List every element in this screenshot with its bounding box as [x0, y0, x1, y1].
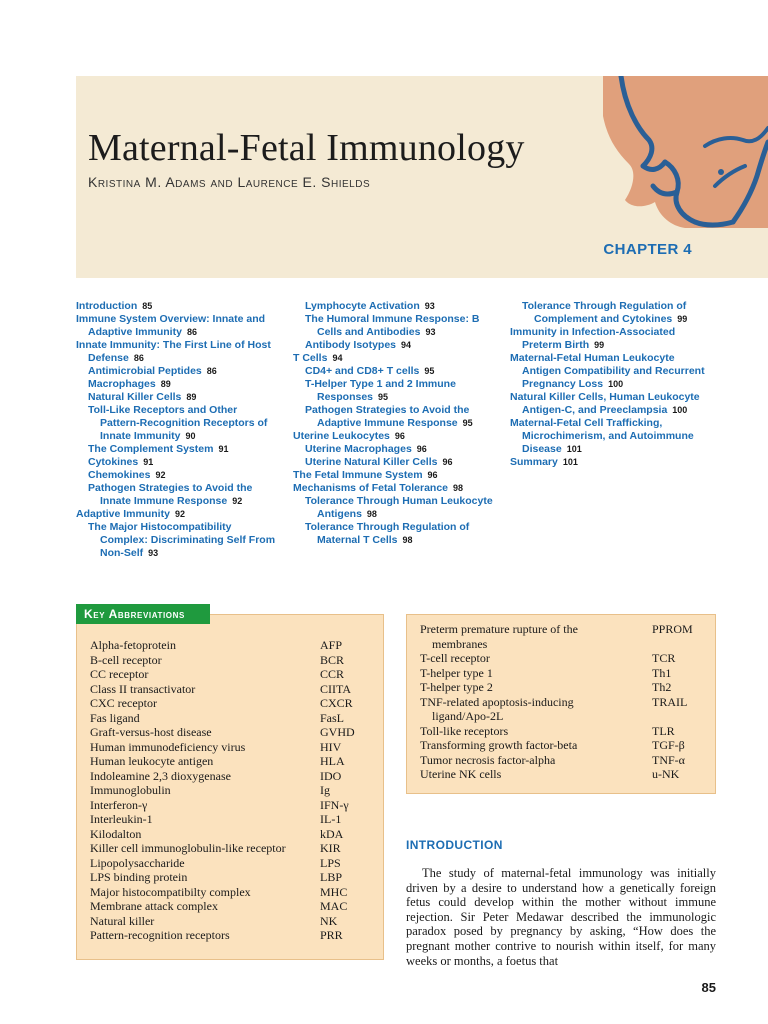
abbreviation-row: [420, 767, 710, 782]
toc-entry-page: 95: [462, 418, 473, 428]
abbreviation-code: IDO: [320, 768, 342, 783]
toc-entry: [293, 430, 493, 443]
toc-entry-page: 92: [232, 496, 243, 506]
abbreviation-term: Class II transactivator: [90, 681, 196, 696]
introduction-heading: INTRODUCTION: [406, 838, 503, 852]
toc-entry-title: Innate Immunity: The First Line of Host Defense: [76, 339, 271, 364]
abbreviation-row: [420, 651, 710, 666]
abbreviation-code: MHC: [320, 884, 348, 899]
abbreviation-term: Alpha-fetoprotein: [90, 638, 176, 652]
abbreviation-code: KIR: [320, 841, 341, 855]
toc-entry-title: Natural Killer Cells: [88, 391, 182, 403]
toc-entry: [88, 378, 276, 391]
toc-entry-title: Lymphocyte Activation: [305, 300, 420, 312]
toc-entry-page: 96: [394, 431, 405, 441]
toc-entry: [305, 339, 493, 352]
toc-entry-title: CD4+ and CD8+ T cells: [305, 365, 420, 377]
abbreviation-code: Ig: [320, 783, 330, 797]
abbreviation-row: [420, 666, 710, 681]
toc-entry-page: 95: [378, 392, 389, 402]
toc-entry: [510, 456, 710, 469]
abbreviation-row: [90, 711, 370, 726]
toc-entry-title: Immunity in Infection-Associated Preterm Birth: [510, 326, 676, 351]
toc-entry-title: Pathogen Strategies to Avoid the Adaptive Immune Response: [305, 404, 470, 429]
abbreviation-term: Kilodalton: [90, 826, 142, 841]
abbreviation-code: CXCR: [320, 696, 353, 710]
abbreviation-row: [90, 899, 370, 914]
abbreviation-term: T-helper type 1: [420, 665, 493, 680]
abbreviation-term: Pattern-recognition receptors: [90, 928, 230, 942]
abbreviation-term: Human immunodeficiency virus: [90, 739, 246, 754]
toc-entry-page: 89: [186, 392, 197, 402]
abbreviation-code: GVHD: [320, 725, 355, 739]
abbreviation-code: LPS: [320, 855, 341, 870]
abbreviation-row: [90, 827, 370, 842]
abbreviation-code: IL-1: [320, 812, 342, 826]
toc-entry-page: 91: [218, 444, 229, 454]
toc-entry: [88, 391, 276, 404]
abbreviations-list-left: [90, 638, 370, 943]
abbreviation-code: HIV: [320, 739, 342, 754]
toc-entry: [305, 443, 493, 456]
chapter-number: CHAPTER 4: [603, 241, 692, 258]
toc-entry-page: 98: [366, 509, 377, 519]
toc-entry-page: 96: [427, 470, 438, 480]
toc-entry: [522, 300, 710, 326]
abbreviation-row: [90, 914, 370, 929]
abbreviations-list-right: [420, 622, 710, 782]
toc-entry-title: Antimicrobial Peptides: [88, 365, 202, 377]
toc-entry-page: 92: [174, 509, 185, 519]
toc-entry-title: Tolerance Through Regulation of Complement and Cytokines: [522, 300, 687, 325]
abbreviation-code: u-NK: [652, 767, 680, 781]
abbreviation-term: Interferon-γ: [90, 797, 148, 812]
abbreviation-row: [90, 928, 370, 943]
page-number: 85: [701, 980, 716, 995]
toc-entry: [88, 404, 276, 443]
toc-entry: [76, 313, 276, 339]
toc-entry: [305, 300, 493, 313]
toc-entry: [305, 521, 493, 547]
toc-entry-title: The Humoral Immune Response: B Cells and Antibodies: [305, 313, 480, 338]
abbreviation-term: TNF-related apoptosis-inducing ligand/Apo-2L: [420, 694, 574, 723]
abbreviation-row: [90, 725, 370, 740]
abbreviation-term: Natural killer: [90, 913, 155, 928]
abbreviation-term: LPS binding protein: [90, 870, 188, 884]
abbreviation-code: AFP: [320, 638, 343, 652]
toc-entry-page: 99: [594, 340, 605, 350]
toc-entry: [88, 482, 276, 508]
abbreviation-row: [90, 798, 370, 813]
abbreviation-term: Uterine NK cells: [420, 767, 502, 781]
abbreviation-term: T-helper type 2: [420, 680, 493, 694]
toc-entry: [305, 495, 493, 521]
toc-entry-page: 89: [160, 379, 171, 389]
toc-entry: [76, 339, 276, 365]
key-abbreviations-title: Key Abbreviations: [76, 604, 210, 624]
abbreviation-code: kDA: [320, 826, 344, 841]
toc-entry-title: Cytokines: [88, 456, 139, 468]
abbreviation-row: [90, 841, 370, 856]
abbreviation-term: Transforming growth factor-beta: [420, 738, 578, 752]
toc-entry-page: 93: [148, 548, 159, 558]
toc-entry-page: 86: [186, 327, 197, 337]
abbreviation-row: [90, 667, 370, 682]
toc-entry-title: The Major Histocompatibility Complex: Discriminating Self From Non-Self: [88, 521, 276, 559]
abbreviation-term: Fas ligand: [90, 710, 140, 725]
toc-entry-page: 86: [206, 366, 217, 376]
abbreviation-code: BCR: [320, 652, 345, 667]
toc-entry-title: Adaptive Immunity: [76, 508, 170, 520]
abbreviation-code: Th1: [652, 665, 672, 680]
abbreviation-term: Interleukin-1: [90, 812, 153, 826]
toc-entry-page: 99: [677, 314, 688, 324]
toc-entry: [293, 482, 493, 495]
mother-child-illustration: [585, 76, 768, 228]
toc-entry-title: Uterine Macrophages: [305, 443, 412, 455]
toc-entry-page: 85: [142, 301, 153, 311]
abbreviation-code: PPROM: [652, 622, 693, 636]
abbreviation-code: TRAIL: [652, 694, 688, 709]
toc-entry: [305, 404, 493, 430]
toc-entry-page: 100: [672, 405, 688, 415]
abbreviation-row: [90, 856, 370, 871]
toc-entry: [510, 417, 710, 456]
abbreviation-row: [420, 753, 710, 768]
toc-entry-page: 101: [562, 457, 578, 467]
toc-entry: [305, 365, 493, 378]
toc-entry-page: 100: [608, 379, 624, 389]
abbreviation-row: [420, 680, 710, 695]
toc-entry-title: Maternal-Fetal Cell Trafficking, Microchimerism, and Autoimmune Disease: [510, 417, 694, 455]
abbreviation-code: TCR: [652, 651, 676, 665]
abbreviation-row: [90, 653, 370, 668]
abbreviation-code: TNF-α: [652, 752, 685, 767]
toc-entry-page: 92: [155, 470, 166, 480]
toc-entry-page: 86: [133, 353, 144, 363]
abbreviation-code: MAC: [320, 899, 348, 913]
abbreviation-row: [420, 738, 710, 753]
toc-entry: [510, 326, 710, 352]
abbreviation-term: Preterm premature rupture of the membranes: [420, 622, 578, 651]
abbreviation-term: CC receptor: [90, 667, 149, 681]
toc-entry-title: Introduction: [76, 300, 138, 312]
abbreviation-term: Killer cell immunoglobulin-like receptor: [90, 841, 286, 855]
abbreviation-row: [420, 622, 710, 651]
toc-entry-title: Mechanisms of Fetal Tolerance: [293, 482, 449, 494]
abbreviation-code: Th2: [652, 680, 672, 694]
abbreviation-code: PRR: [320, 928, 343, 942]
toc-entry-title: Tolerance Through Human Leukocyte Antigens: [305, 495, 493, 520]
toc-entry-page: 94: [332, 353, 343, 363]
abbreviation-code: TGF-β: [652, 738, 685, 752]
toc-entry: [510, 391, 710, 417]
abbreviation-term: Indoleamine 2,3 dioxygenase: [90, 768, 231, 783]
toc-entry: [305, 456, 493, 469]
abbreviation-term: Membrane attack complex: [90, 899, 218, 913]
abbreviation-code: TLR: [652, 723, 675, 738]
toc-entry: [76, 300, 276, 313]
toc-entry: [88, 469, 276, 482]
toc-entry: [293, 469, 493, 482]
abbreviation-term: T-cell receptor: [420, 651, 490, 665]
toc-entry-page: 94: [401, 340, 412, 350]
toc-entry-title: Pathogen Strategies to Avoid the Innate Immune Response: [88, 482, 253, 507]
toc-entry-title: The Complement System: [88, 443, 214, 455]
toc-entry-title: Tolerance Through Regulation of Maternal T Cells: [305, 521, 470, 546]
toc-entry-title: Uterine Leukocytes: [293, 430, 390, 442]
abbreviation-term: Lipopolysaccharide: [90, 855, 185, 870]
toc-entry-page: 95: [424, 366, 435, 376]
abbreviation-row: [90, 885, 370, 900]
toc-entry: [88, 365, 276, 378]
toc-entry: [88, 456, 276, 469]
toc-entry-page: 98: [453, 483, 464, 493]
toc-entry-title: Immune System Overview: Innate and Adaptive Immunity: [76, 313, 266, 338]
toc-entry-page: 98: [402, 535, 413, 545]
abbreviation-term: Toll-like receptors: [420, 723, 509, 738]
abbreviation-row: [420, 695, 710, 724]
toc-entry-page: 90: [185, 431, 196, 441]
abbreviation-code: FasL: [320, 710, 344, 725]
introduction-paragraph: The study of maternal-fetal immunology was initially driven by a desire to understand how a genetically foreign fetus could develop within the mother without immune rejection. Sir Peter Medawar described the immunologic paradox posed by pregnancy by asking, “How does the pregnant mother contrive to nourish within itself, for many weeks or months, a foetus that: [406, 866, 716, 968]
toc-entry-title: T-Helper Type 1 and 2 Immune Responses: [305, 378, 456, 403]
toc-entry-page: 93: [425, 327, 436, 337]
toc-column-1: [76, 300, 276, 560]
toc-entry: [293, 352, 493, 365]
toc-entry: [305, 313, 493, 339]
toc-entry: [76, 508, 276, 521]
toc-entry-title: Macrophages: [88, 378, 156, 390]
abbreviation-row: [90, 682, 370, 697]
abbreviation-row: [90, 812, 370, 827]
abbreviation-code: NK: [320, 913, 338, 928]
abbreviation-term: Major histocompatibilty complex: [90, 884, 251, 899]
toc-entry-title: Natural Killer Cells, Human Leukocyte Antigen-C, and Preeclampsia: [510, 391, 700, 416]
toc-entry-title: T Cells: [293, 352, 328, 364]
chapter-title: Maternal-Fetal Immunology: [88, 127, 525, 169]
toc-entry: [305, 378, 493, 404]
toc-entry-title: Antibody Isotypes: [305, 339, 397, 351]
abbreviation-code: CCR: [320, 667, 345, 681]
abbreviation-code: IFN-γ: [320, 797, 349, 812]
abbreviation-row: [90, 769, 370, 784]
abbreviation-row: [90, 754, 370, 769]
toc-entry: [88, 443, 276, 456]
toc-entry-title: Uterine Natural Killer Cells: [305, 456, 438, 468]
abbreviation-row: [90, 783, 370, 798]
toc-entry-title: Chemokines: [88, 469, 151, 481]
abbreviation-row: [90, 696, 370, 711]
toc-entry-title: Summary: [510, 456, 558, 468]
toc-entry-page: 96: [442, 457, 453, 467]
toc-entry-title: Maternal-Fetal Human Leukocyte Antigen Compatibility and Recurrent Pregnancy Loss: [510, 352, 705, 390]
abbreviation-term: Tumor necrosis factor-alpha: [420, 752, 556, 767]
abbreviation-term: CXC receptor: [90, 696, 157, 710]
abbreviation-row: [420, 724, 710, 739]
abbreviation-term: Graft-versus-host disease: [90, 725, 212, 739]
toc-entry-title: Toll-Like Receptors and Other Pattern-Recognition Receptors of Innate Immunity: [88, 404, 268, 442]
abbreviation-code: HLA: [320, 754, 345, 768]
toc-entry-page: 101: [566, 444, 582, 454]
chapter-authors: Kristina M. Adams and Laurence E. Shields: [88, 174, 371, 190]
toc-entry-title: The Fetal Immune System: [293, 469, 423, 481]
abbreviation-term: B-cell receptor: [90, 652, 162, 667]
toc-column-2: [293, 300, 493, 547]
abbreviation-row: [90, 870, 370, 885]
toc-entry: [88, 521, 276, 560]
toc-entry-page: 96: [416, 444, 427, 454]
toc-entry-page: 93: [424, 301, 435, 311]
abbreviation-row: [90, 740, 370, 755]
abbreviation-row: [90, 638, 370, 653]
toc-column-3: [510, 300, 710, 469]
abbreviation-term: Immunoglobulin: [90, 783, 171, 797]
abbreviation-term: Human leukocyte antigen: [90, 754, 214, 768]
abbreviation-code: LBP: [320, 870, 343, 884]
toc-entry: [510, 352, 710, 391]
abbreviation-code: CIITA: [320, 681, 352, 696]
toc-entry-page: 91: [143, 457, 154, 467]
